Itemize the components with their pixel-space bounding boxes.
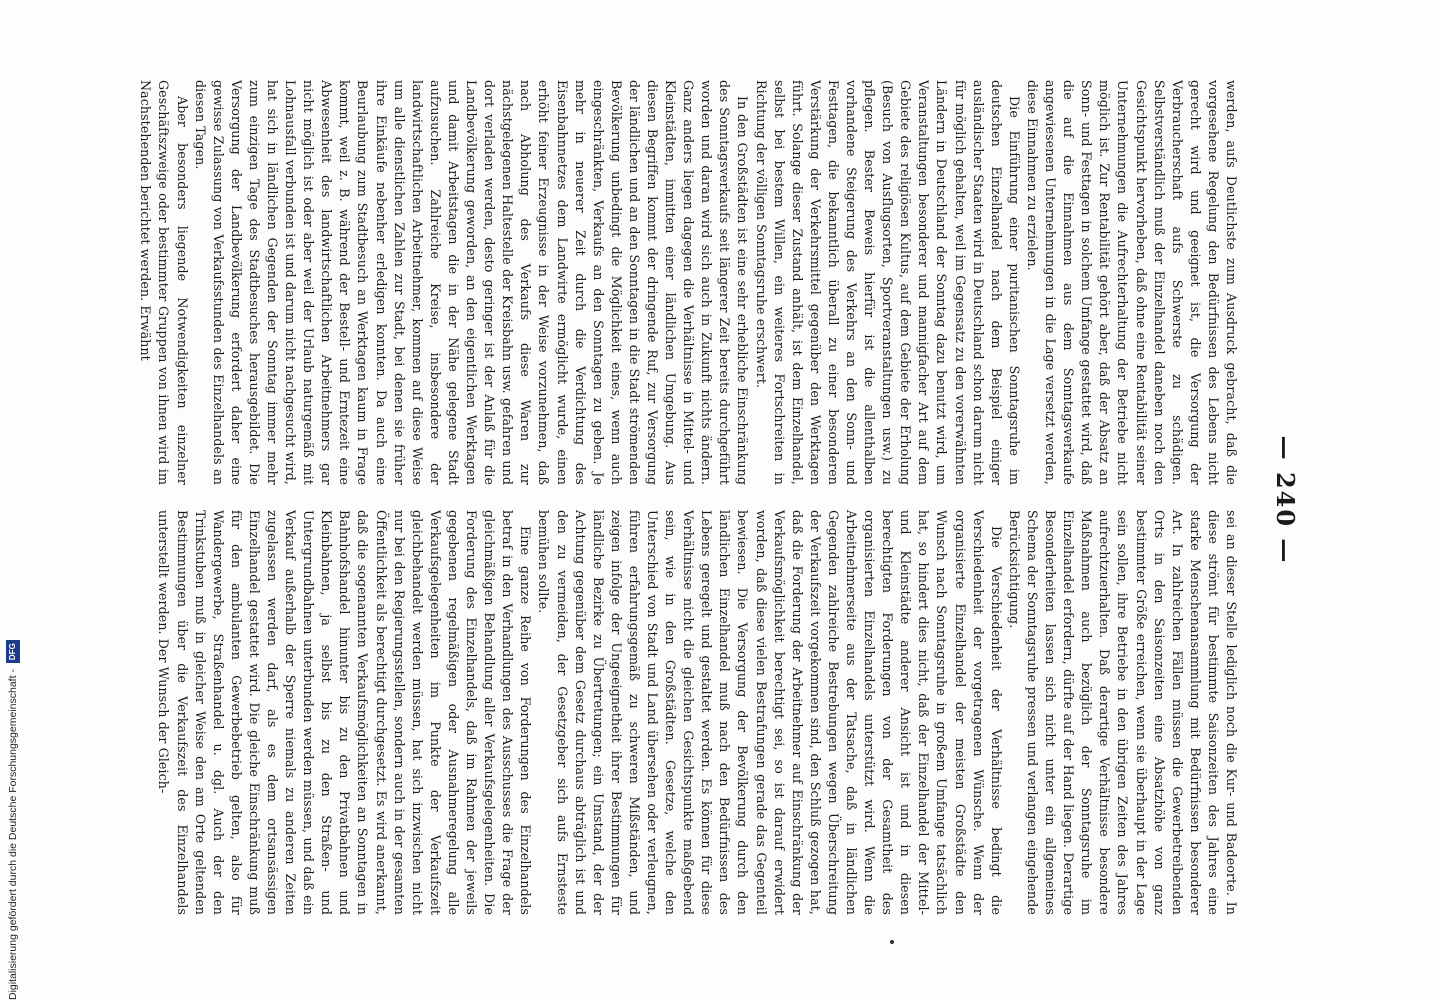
paragraph: Die Verschiedenheit der Verhältnisse bedingt die Verschiedenheit der vorgetragenen Wünsche. Wenn der organisierte Einzelhandel der meisten Großstädte den Wunsch nach Sonntagsruhe in großem Umfange tatsächlich hat, so hindert dies nicht, daß der Einzelhandel der Mittel- und Kleinstädte anderer Ansicht ist und in diesen berechtigten Forderungen von der Gesamtheit des organisierten Einzelhandels unterstützt wird. Wenn die Arbeitnehmerseite aus der Tatsache, daß in ländlichen Gegenden zahlreiche Bestrebungen wegen Überschreitung der Verkaufszeit vorgekommen sind, den Schluß gezogen hat, daß die Forderung der Arbeitnehmer auf Einschränkung der Verkaufsmöglichkeit berechtigt sei, so ist darauf erwidert worden, daß diese vielen Bestrafungen gerade das Gegenteil bewiesen. Die Versorgung der Bevölkerung durch den ländlichen Einzelhandel muß nach den Bedürfnissen des Lebens geregelt und gestaltet werden. Es können für diese Verhältnisse nicht die gleichen Gesichtspunkte maßgebend sein, wie in den Großstädten. Gesetze, welche den Unterschied von Stadt und Land übersehen oder verleugnen, führen erfahrungsgemäß zu schweren Mißständen, und zeigen infolge der Ungeeignetheit ihrer Bestimmungen für ländliche Bezirke zu Übertretungen; ein Umstand, der der Achtung gegenüber dem Gesetz durchaus abträglich ist und den zu vermeiden, der Gesetzgeber sich aufs Ernsteste bemühen sollte. — [536, 510, 1004, 915]
paragraph: Aber besonders liegende Notwendigkeiten einzelner Geschäftszweige oder bestimmter Gruppen von ihnen wird im Nachstehenden berichtet werden. Erwähnt — [138, 80, 190, 485]
dfg-logo: DFG — [6, 640, 20, 663]
paragraph: In den Großstädten ist eine sehr erhebliche Einschränkung des Sonntagsverkaufs seit längerer Zeit bereits durchgeführt worden und daran wird sich auch in Zukunft nichts ändern. Ganz anders liegen dagegen die Verhältnisse in Mittel- und Kleinstädten, inmitten einer ländlichen Umgebung. Aus diesen Begriffen kommt der dringende Ruf, zur Versorgung der ländlichen und an den Sonntagen in die Stadt strömenden Bevölkerung unbedingt die Möglichkeit eines, wenn auch eingeschränkten, Verkaufs an den Sonntagen zu geben. Je mehr in neuerer Zeit durch die Verdichtung des Eisenbahnnetzes dem Landwirte ermöglicht wurde, einen erhöht feiner Erzeugnisse in der Weise vorzunehmen, daß nach Abholung des Verkaufs diese Waren zur nächstgelegenen Haltestelle der Kreisbahn usw. gefahren und dort verladen werden, desto geringer ist der Anlaß für die Landbevölkerung geworden, an den eigentlichen Werktagen und damit Arbeitstagen die in der Nähe gelegene Stadt aufzusuchen. Zahlreiche Kreise, insbesondere der landwirtschaftlichen Arbeitnehmer, kommen auf diese Weise um alle dienstlichen Zahlen zur Stadt, bei denen sie früher ihre Einkäufe nebenher erledigen konnten. Da auch eine Beurlaubung zum Stadtbesuch an Werktagen kaum in Frage kommt, weil z. B. während der Bestell- und Erntezeit eine Abwesenheit des landwirtschaftlichen Arbeitnehmers gar nicht möglich ist oder aber weil der Urlaub naturgemäß mit Lohnausfall verbunden ist und darum nicht nachgesucht wird, hat sich in ländlichen Gegenden der Sonntag immer mehr zum einzigen Tage des Stadtbesuches herausgebildet. Die Versorgung der Landbevölkerung erfordert daher eine gewisse Zulassung von Verkaufsstunden des Einzelhandels an diesen Tagen. — [192, 80, 751, 485]
text-column-left — [140, 80, 1240, 485]
paragraph: sei an dieser Stelle lediglich noch die Kur- und Badeorte. In diese strömt für bestimmte Saisonzeiten des Jahres eine starke Menschenansammlung mit Bedürfnissen besonderer Art. In zahlreichen Fällen müssen die Gewerbetreibenden Orts in den Saisonzeiten eine Absatzhöhe von ganz bestimmter Größe erreichen, wenn sie überhaupt in der Lage sein sollen, ihre Betriebe in den übrigen Zeiten des Jahres aufrechtzuerhalten. Daß derartige Verhältnisse besondere Maßnahmen auch bezüglich der Sonntagsruhe im Einzelhandel erfordern, dürfte auf der Hand liegen. Derartige Besonderheiten lassen sich nicht unter ein allgemeines Schema der Sonntagsruhe pressen und verlangen eingehende Berücksichtigung. — [1006, 510, 1239, 915]
text-column-right — [140, 510, 1240, 915]
digitization-credit-line — [2, 606, 24, 1000]
digitization-credit — [2, 606, 24, 1000]
credit-text: Digitalisierung gefördert durch die Deutsche Forschungsgemeinschaft - — [7, 669, 19, 1000]
ink-spot — [890, 940, 894, 944]
rotated-page-body — [130, 80, 1300, 920]
paragraph: Eine ganze Reihe von Forderungen des Einzelhandels betraf in den Verhandlungen des Ausschusses die Frage der gleichmäßigen Behandlung aller Verkaufsgelegenheiten. Die Forderung des Einzelhandels, daß im Rahmen der jeweils gegebenen regelmäßigen oder Ausnahmeregelung alle Verkaufsgelegenheiten im Punkte der Verkaufszeit gleichbehandelt werden müssen, hat sich inzwischen nicht nur bei den Regierungsstellen, sondern auch in der gesamten Öffentlichkeit als berechtigt durchgesetzt. Es wird anerkannt, daß die sogenannten Verkaufsmöglichkeiten an Sonntagen in Bahnhofshandel hinunter bis zu den Privatbahnen und Kleinbahnen, ja selbst bis zu den Straßen- und Untergrundbahnen unterbunden werden müssen, und daß ein Verkauf außerhalb der Sperre niemals zu anderen Zeiten zugelassen werden darf, als es dem ortsansässigen Einzelhandel gestattet wird. Die gleiche Einschränkung muß für den ambulanten Gewerbebetrieb gelten, also für Wandergewerbe, Straßenhandel u. dgl. Auch der den Trinkstuben muß in gleicher Weise den am Orte geltenden Bestimmungen über die Verkaufszeit des Einzelhandels unterstellt werden. Der Wunsch der Gleich- — [156, 510, 534, 915]
page-number: — 240 — — [1271, 435, 1300, 565]
paragraph: Die Einführung einer puritanischen Sonntagsruhe im deutschen Einzelhandel nach dem Beispiel einiger ausländischer Staaten wird in Deutschland schon darum nicht für möglich gehalten, weil im Gegensatz zu den vorerwähnten Ländern in Deutschland der Sonntag dazu benutzt wird, um Veranstaltungen besonderer und mannigfacher Art auf dem Gebiete des religiösen Kultus, auf dem Gebiete der Erholung (Besuch von Ausflugsorten, Sportveranstaltungen usw.) zu pflegen. Bester Beweis hierfür ist die allenthalben vorhandene Steigerung des Verkehrs an den Sonn- und Festtagen, die bekanntlich überall zu einer besonderen Verstärkung der Verkehrsmittel gegenüber den Werktagen führt. Solange dieser Zustand anhält, ist dem Einzelhandel, selbst bei bestem Willen, ein weiteres Fortschreiten in Richtung der völligen Sonntagsruhe erschwert. — [753, 80, 1022, 485]
paragraph: werden, aufs Deutlichste zum Ausdruck gebracht, daß die vorgesehene Regelung den Bedürfnissen des Lebens nicht gerecht wird und geeignet ist, die Versorgung der Verbraucherschaft aufs Schwerste zu schädigen. Selbstverständlich muß der Einzelhandel daneben noch den Gesichtspunkt hervorheben, daß ohne eine Rentabilität seiner Unternehmungen die Aufrechterhaltung der Betriebe nicht möglich ist. Zur Rentabilität gehört aber, daß der Absatz an Sonn- und Festtagen in solchem Umfange gestattet wird, daß die auf die Einnahmen aus dem Sonntagsverkaufe angewiesenen Unternehmungen in die Lage versetzt werden, diese Einnahmen zu erzielen. — [1024, 80, 1239, 485]
